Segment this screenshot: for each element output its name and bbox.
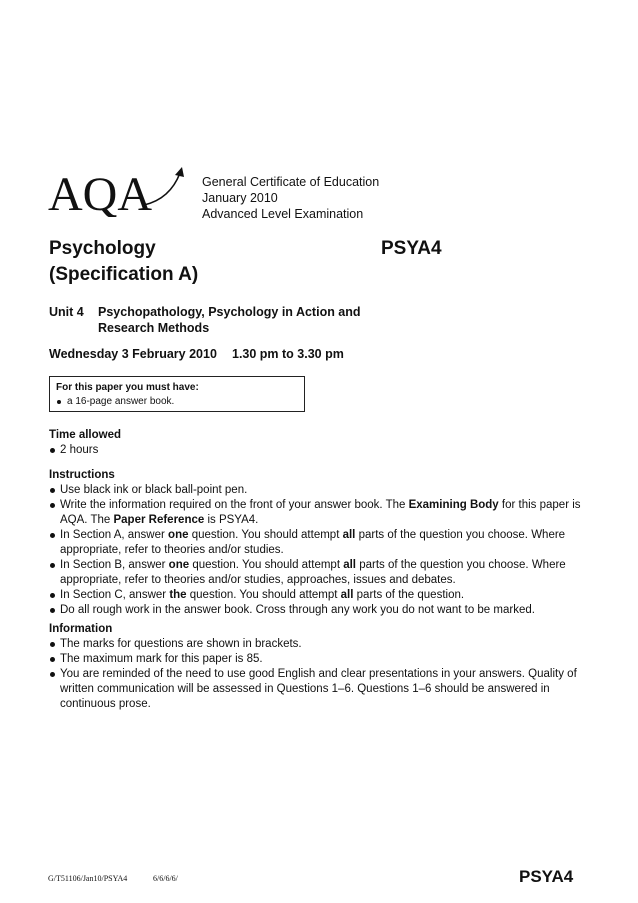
text-run: question. You should attempt [189,559,344,571]
list-item [49,588,597,603]
paper-code: PSYA4 [381,238,442,259]
subject-name: Psychology [49,238,156,259]
text-run: is PSYA4. [204,514,259,526]
exam-session: January 2010 [202,191,278,205]
bold-text: all [342,529,356,541]
subject-title [49,236,198,288]
text-run: question. You should attempt [186,589,341,601]
unit-block [49,304,409,338]
text-run: question. You should attempt [188,529,343,541]
list-item [49,498,597,528]
bold-text: one [168,559,190,571]
list-item: The maximum mark for this paper is 85. [49,652,597,667]
bold-text: all [340,589,354,601]
exam-level: Advanced Level Examination [202,207,364,221]
exam-time: 1.30 pm to 3.30 pm [232,347,344,361]
aqa-logo-graphic [48,165,190,217]
unit-title: Psychopathology, Psychology in Action and Research Methods [98,305,361,335]
aqa-logo [48,165,190,217]
bold-text: Paper Reference [113,514,205,526]
qualification-title: General Certificate of Education [202,175,380,189]
time-allowed-heading: Time allowed [49,429,122,441]
text-run: Use black ink or black ball-point pen. [60,484,248,496]
list-item [49,603,597,618]
logo-arrow-icon [175,167,184,177]
time-allowed-section [49,428,597,458]
footer-paper-code: PSYA4 [519,867,574,886]
text-run: In Section A, answer [60,529,169,541]
exam-date: Wednesday 3 February 2010 [49,347,217,361]
footer-reference: G/T51106/Jan10/PSYA4 [48,874,128,883]
bold-text: Examining Body [408,499,499,511]
list-item: 2 hours [49,443,597,458]
time-allowed-list [49,443,597,458]
instructions-list [49,483,597,618]
text-run: parts of the question you choose. Where appropriate, refer to theories and/or studies. [60,529,566,556]
text-run: In Section C, answer [60,589,170,601]
information-section [49,622,597,712]
qualification-block [202,174,379,222]
information-list [49,637,597,712]
text-run: parts of the question you choose. Where appropriate, refer to theories and/or studies, approaches, issues and debates. [60,559,566,586]
bold-text: one [168,529,189,541]
materials-box [49,376,305,412]
list-item: The marks for questions are shown in brackets. [49,637,597,652]
text-run: for this paper is AQA. The [60,499,581,526]
aqa-logo-text: AQA [48,168,152,217]
information-heading: Information [49,623,113,635]
unit-number: Unit 4 [49,305,84,319]
list-item: a 16-page answer book. [56,395,298,409]
list-item: You are reminded of the need to use good English and clear presentations in your answers. Quality of written communication will be assessed in Questions 1–6. Questions 1–6 should be answered in continuous prose. [49,667,597,712]
text-run: Do all rough work in the answer book. Cross through any work you do not want to be marked. [60,604,535,616]
bold-text: the [169,589,187,601]
footer-codes: 6/6/6/6/ [153,874,178,883]
materials-heading: For this paper you must have: [56,382,199,393]
bold-text: all [343,559,357,571]
list-item [49,528,597,558]
text-run: parts of the question. [353,589,465,601]
subject-specification: (Specification A) [49,264,199,285]
materials-list [56,395,298,409]
list-item [49,483,597,498]
list-item [49,558,597,588]
text-run: In Section B, answer [60,559,169,571]
instructions-section [49,468,597,618]
text-run: Write the information required on the front of your answer book. The [60,499,409,511]
instructions-heading: Instructions [49,469,115,481]
